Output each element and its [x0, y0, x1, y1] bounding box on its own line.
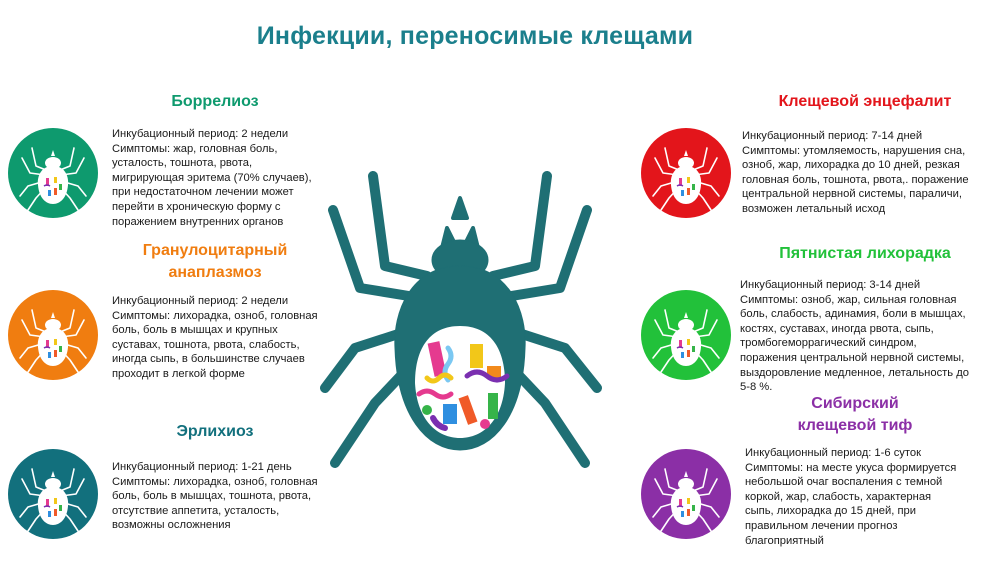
- siberian-typhus-heading-line: Сибирский: [811, 395, 899, 412]
- borreliosis-line: мигрирующая эритема (70% случаев),: [112, 171, 312, 184]
- borreliosis-line: при недостаточном лечении может: [112, 186, 294, 199]
- tick-icon: [315, 148, 605, 488]
- encephalitis-line: головная боль, тошнота, рвота,. поражение: [742, 173, 969, 186]
- ehrlichiosis-line: боль, боль в мышцах, тошнота, рвота,: [112, 490, 312, 503]
- spotted-fever-line: 5-8 %.: [740, 381, 773, 394]
- siberian-typhus-line: небольшой очаг воспаления с темной: [745, 476, 943, 489]
- encephalitis-line: озноб, жар, лихорадка до 10 дней, резкая: [742, 159, 960, 172]
- spotted-fever-line: Инкубационный период: 3-14 дней: [740, 279, 921, 291]
- encephalitis-line: Симптомы: утомляемость, нарушения сна,: [742, 144, 966, 157]
- anaplasmosis-circle: [8, 290, 98, 380]
- spotted-fever-circle: [641, 290, 731, 380]
- tick-icon: [8, 128, 98, 218]
- siberian-typhus-description: [745, 446, 990, 548]
- siberian-typhus-line: сыпь, лихорадка до 15 дней, при: [745, 505, 916, 518]
- siberian-typhus-heading-line: клещевой тиф: [797, 417, 913, 434]
- anaplasmosis-line: иногда сыпь, в большинстве случаев: [112, 353, 305, 366]
- siberian-typhus-line: Инкубационный период: 1-6 суток: [745, 447, 922, 459]
- siberian-typhus-circle: [641, 449, 731, 539]
- encephalitis-line: центральной нервной системы, параличи,: [742, 188, 962, 201]
- tick-icon: [8, 449, 98, 539]
- encephalitis-heading: Клещевой энцефалит: [778, 93, 952, 110]
- spotted-fever-line: выздоровление медленное, летальность до: [740, 366, 969, 379]
- tick-icon: [641, 449, 731, 539]
- spotted-fever-line: костях, суставах, иногда рвота, сыпь,: [740, 322, 934, 335]
- spotted-fever-heading: Пятнистая лихорадка: [779, 245, 951, 262]
- anaplasmosis-heading-line: Гранулоцитарный: [142, 242, 288, 259]
- spotted-fever-line: тромбогеморрагический синдром,: [740, 337, 917, 350]
- borreliosis-line: поражением внутренних органов: [112, 215, 284, 228]
- siberian-typhus-heading: [745, 393, 965, 437]
- borreliosis-line: Симптомы: жар, головная боль,: [112, 142, 278, 155]
- ehrlichiosis-heading: Эрлихиоз: [176, 423, 254, 440]
- tick-icon: [641, 128, 731, 218]
- borreliosis-heading: Боррелиоз: [171, 93, 259, 110]
- tick-icon: [8, 290, 98, 380]
- spotted-fever-line: Симптомы: озноб, жар, сильная головная: [740, 293, 957, 306]
- tick-icon: [641, 290, 731, 380]
- anaplasmosis-line: Симптомы: лихорадка, озноб, головная: [112, 309, 318, 322]
- anaplasmosis-line: Инкубационный период: 2 недели: [112, 295, 289, 307]
- borreliosis-circle: [8, 128, 98, 218]
- borreliosis-description: [112, 127, 342, 229]
- siberian-typhus-line: правильном лечении прогноз: [745, 519, 898, 532]
- encephalitis-line: Инкубационный период: 7-14 дней: [742, 130, 923, 142]
- ehrlichiosis-line: Инкубационный период: 1-21 день: [112, 461, 292, 473]
- ehrlichiosis-line: возможны осложнения: [112, 519, 231, 532]
- siberian-typhus-line: Симптомы: на месте укуса формируется: [745, 461, 957, 474]
- page-title: Инфекции, переносимые клещами: [256, 22, 694, 50]
- spotted-fever-line: поражения центральной нервной системы,: [740, 351, 965, 364]
- ehrlichiosis-line: Симптомы: лихорадка, озноб, головная: [112, 475, 318, 488]
- borreliosis-line: перейти в хроническую форму с: [112, 200, 281, 213]
- encephalitis-line: возможен летальный исход: [742, 202, 886, 215]
- borreliosis-line: усталость, тошнота, рвота,: [112, 157, 253, 170]
- spotted-fever-description: [740, 278, 990, 395]
- anaplasmosis-heading-line: анаплазмоз: [168, 264, 262, 281]
- anaplasmosis-heading: [110, 240, 320, 284]
- anaplasmosis-line: проходит в легкой форме: [112, 367, 245, 380]
- siberian-typhus-line: коркой, жар, слабость, характерная: [745, 490, 932, 503]
- anaplasmosis-line: боль, боль в мышцах и крупных: [112, 324, 278, 337]
- encephalitis-description: [742, 129, 992, 217]
- siberian-typhus-line: благоприятный: [745, 534, 824, 547]
- borreliosis-line: Инкубационный период: 2 недели: [112, 128, 289, 140]
- encephalitis-circle: [641, 128, 731, 218]
- spotted-fever-line: боль, слабость, адинамия, боли в мышцах,: [740, 308, 966, 321]
- anaplasmosis-line: суставах, тошнота, рвота, слабость,: [112, 338, 300, 351]
- ehrlichiosis-circle: [8, 449, 98, 539]
- ehrlichiosis-line: отсутствие аппетита, усталость,: [112, 504, 280, 517]
